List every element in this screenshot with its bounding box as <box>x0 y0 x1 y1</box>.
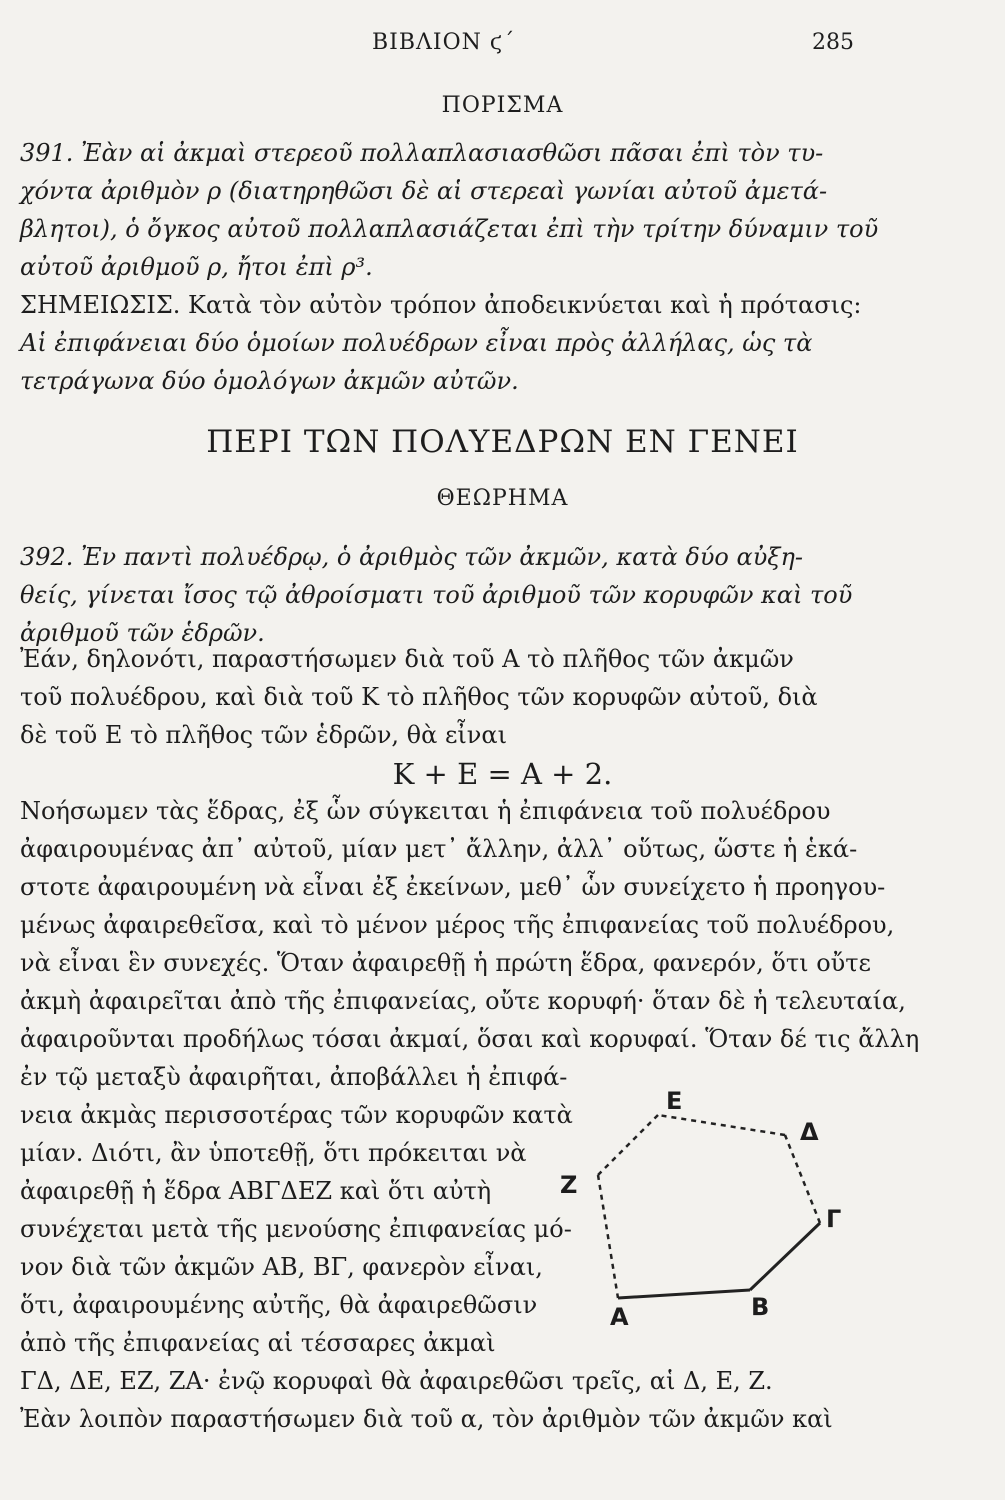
text-line: ἀριθμοῦ τῶν ἑδρῶν. <box>20 619 265 647</box>
vertex-label-D: Δ <box>800 1118 819 1146</box>
polygon-face-figure <box>548 1085 848 1325</box>
text-line: Ἐάν, δηλονότι, παραστήσωμεν διὰ τοῦ Α τὸ πλῆθος τῶν ἀκμῶν <box>20 645 794 673</box>
vertex-label-G: Γ <box>826 1205 842 1233</box>
text-line: αὐτοῦ ἀριθμοῦ ρ, ἤτοι ἐπὶ ρ³. <box>20 253 373 281</box>
text-line: Αἱ ἐπιφάνειαι δύο ὁμοίων πολυέδρων εἶναι πρὸς ἀλλήλας, ὡς τὰ <box>20 329 813 357</box>
text-line: μένως ἀφαιρεθεῖσα, καὶ τὸ μένον μέρος τῆς ἐπιφανείας τοῦ πολυέδρου, <box>20 911 895 939</box>
proof-paragraph <box>20 792 920 1058</box>
text-line: ἀφαιρεθῇ ἡ ἕδρα ΑΒΓΔΕΖ καὶ ὅτι αὐτὴ <box>20 1177 492 1205</box>
text-line: 391. Ἐὰν αἱ ἀκμαὶ στερεοῦ πολλαπλασιασθῶσι πᾶσαι ἐπὶ τὸν τυ- <box>20 139 824 167</box>
text-line: ἀφαιροῦνται προδήλως τόσαι ἀκμαί, ὅσαι καὶ κορυφαί. Ὅταν δέ τις ἄλλη <box>20 1025 920 1053</box>
text-line: μίαν. Διότι, ἂν ὑποτεθῇ, ὅτι πρόκειται νὰ <box>20 1139 527 1167</box>
edge-DE <box>658 1115 785 1135</box>
page-number: 285 <box>812 30 854 55</box>
text-line: στοτε ἀφαιρουμένη νὰ εἶναι ἐξ ἐκείνων, μεθ᾽ ὧν συνείχετο ἡ προηγου- <box>20 873 886 901</box>
text-line: βλητοι), ὁ ὄγκος αὐτοῦ πολλαπλασιάζεται ἐπὶ τὴν τρίτην δύναμιν τοῦ <box>20 215 879 243</box>
text-line: Νοήσωμεν τὰς ἕδρας, ἐξ ὧν σύγκειται ἡ ἐπιφάνεια τοῦ πολυέδρου <box>20 797 831 825</box>
text-line: ὅτι, ἀφαιρουμένης αὐτῆς, θὰ ἀφαιρεθῶσιν <box>20 1291 538 1319</box>
text-line: τοῦ πολυέδρου, καὶ διὰ τοῦ Κ τὸ πλῆθος τῶν κορυφῶν αὐτοῦ, διὰ <box>20 683 818 711</box>
text-line: νὰ εἶναι ἓν συνεχές. Ὅταν ἀφαιρεθῇ ἡ πρώτη ἕδρα, φανερόν, ὅτι οὔτε <box>20 949 871 977</box>
porisma-heading: ΠΟΡΙΣΜΑ <box>441 93 564 118</box>
text-line: Ἐὰν λοιπὸν παραστήσωμεν διὰ τοῦ α, τὸν ἀριθμὸν τῶν ἀκμῶν καὶ <box>20 1405 833 1433</box>
edge-GD <box>785 1135 820 1223</box>
vertex-label-E: Ε <box>666 1087 683 1115</box>
text-line: 392. Ἐν παντὶ πολυέδρῳ, ὁ ἀριθμὸς τῶν ἀκμῶν, κατὰ δύο αὐξη- <box>20 543 804 571</box>
theorem-statement <box>20 538 853 652</box>
edge-AB <box>618 1290 750 1298</box>
edge-EZ <box>598 1115 658 1175</box>
text-line: ΣΗΜΕΙΩΣΙΣ. Κατὰ τὸν αὐτὸν τρόπον ἀποδεικνύεται καὶ ἡ πρότασις: <box>20 291 862 319</box>
hexagon-diagram <box>548 1085 848 1325</box>
proof-intro <box>20 640 850 754</box>
text-line: ΓΔ, ΔΕ, ΕΖ, ΖΑ· ἐνῷ κορυφαὶ θὰ ἀφαιρεθῶσι τρεῖς, αἱ Δ, Ε, Ζ. <box>20 1367 773 1395</box>
text-line: ἀπὸ τῆς ἐπιφανείας αἱ τέσσαρες ἀκμαὶ <box>20 1329 496 1357</box>
text-line: συνέχεται μετὰ τῆς μενούσης ἐπιφανείας μό- <box>20 1215 572 1243</box>
edge-ZA <box>598 1175 618 1298</box>
text-line: νον διὰ τῶν ἀκμῶν ΑΒ, ΒΓ, φανερὸν εἶναι, <box>20 1253 543 1281</box>
simeiosis-paragraph <box>20 286 862 400</box>
text-line: ἐν τῷ μεταξὺ ἀφαιρῆται, ἀποβάλλει ἡ ἐπιφά- <box>20 1063 568 1091</box>
euler-formula: Κ + Ε = Α + 2. <box>392 757 613 791</box>
proof-conclusion <box>20 1362 850 1438</box>
section-title: ΠΕΡΙ ΤΩΝ ΠΟΛΥΕΔΡΩΝ ΕΝ ΓΕΝΕΙ <box>206 424 799 460</box>
theorem-heading: ΘΕΩΡΗΜΑ <box>436 486 569 511</box>
text-line: ἀκμὴ ἀφαιρεῖται ἀπὸ τῆς ἐπιφανείας, οὔτε κορυφή· ὅταν δὲ ἡ τελευταία, <box>20 987 906 1015</box>
text-line: τετράγωνα δύο ὁμολόγων ἀκμῶν αὐτῶν. <box>20 367 519 395</box>
edge-BG <box>750 1223 820 1290</box>
text-line: θείς, γίνεται ἴσος τῷ ἀθροίσματι τοῦ ἀριθμοῦ τῶν κορυφῶν καὶ τοῦ <box>20 581 853 609</box>
porisma-text <box>20 134 879 286</box>
proof-paragraph-beside-figure <box>20 1058 573 1362</box>
vertex-label-Z: Ζ <box>560 1171 578 1199</box>
text-line: ἀφαιρουμένας ἀπ᾽ αὐτοῦ, μίαν μετ᾽ ἄλλην, ἀλλ᾽ οὕτως, ὥστε ἡ ἑκά- <box>20 835 858 863</box>
page-header <box>0 30 1005 60</box>
text-line: δὲ τοῦ Ε τὸ πλῆθος τῶν ἑδρῶν, θὰ εἶναι <box>20 721 507 749</box>
text-line: χόντα ἀριθμὸν ρ (διατηρηθῶσι δὲ αἱ στερεαὶ γωνίαι αὐτοῦ ἀμετά- <box>20 177 828 205</box>
vertex-label-B: Β <box>751 1293 770 1321</box>
vertex-label-A: Α <box>610 1303 629 1325</box>
running-title: ΒΙΒΛΙΟΝ ϛ΄ <box>372 30 516 55</box>
text-line: νεια ἀκμὰς περισσοτέρας τῶν κορυφῶν κατὰ <box>20 1101 573 1129</box>
